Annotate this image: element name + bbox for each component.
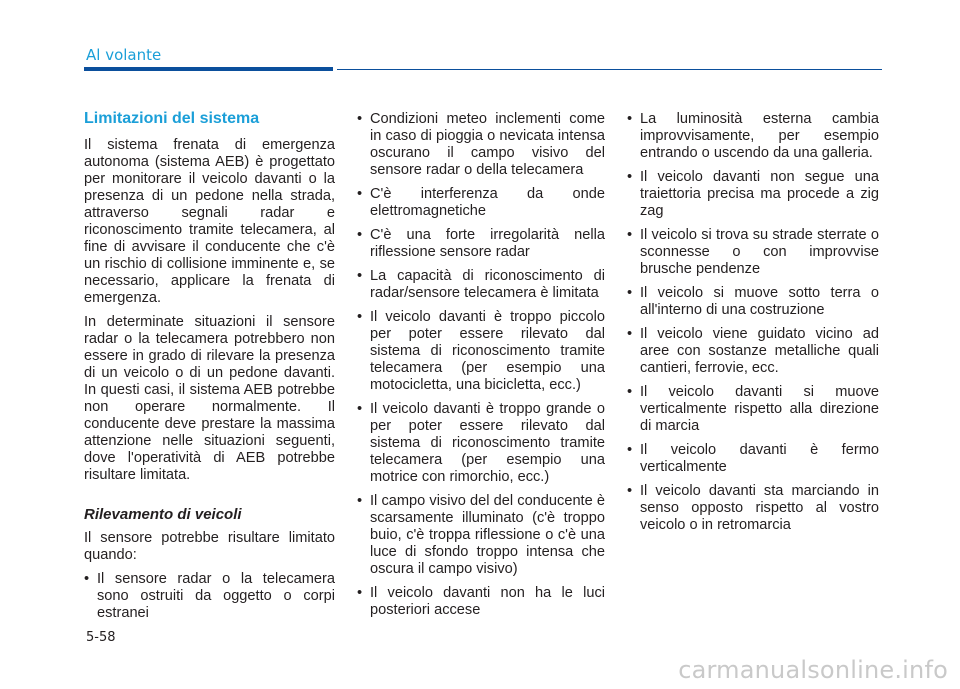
list-item: • Il campo visivo del del conducente è scarsamente illuminato (c'è troppo buio, c'è troppa riflessione o c'è una luce di sfondo troppo intensa che oscura il campo visivo) [357, 493, 605, 578]
column-left [84, 110, 335, 629]
list-item: • Il veicolo davanti è fermo verticalmente [627, 442, 879, 476]
list-item: • Il veicolo davanti è troppo piccolo per poter essere rilevato dal sistema di riconoscimento tramite telecamera (per esempio una motocicletta, una bicicletta, ecc.) [357, 309, 605, 394]
subsection-heading: Rilevamento di veicoli [84, 506, 242, 523]
list-item: • Il veicolo viene guidato vicino ad aree con sostanze metalliche quali cantieri, ferrovie, ecc. [627, 326, 879, 377]
header-rule-thick [84, 67, 333, 71]
list-item: • Il veicolo davanti sta marciando in senso opposto rispetto al vostro veicolo o in retromarcia [627, 483, 879, 534]
header-rule-thin [337, 69, 882, 71]
column-right [627, 111, 879, 541]
section-heading: Limitazioni del sistema [84, 110, 260, 127]
list-item: • Il veicolo davanti si muove verticalmente rispetto alla direzione di marcia [627, 384, 879, 435]
list-item: • C'è una forte irregolarità nella riflessione sensore radar [357, 227, 605, 261]
bullet-list-left [84, 571, 335, 622]
list-item: • Il sensore radar o la telecamera sono ostruiti da oggetto o corpi estranei [84, 571, 335, 622]
list-item: • Il veicolo davanti è troppo grande o per poter essere rilevato dal sistema di riconoscimento tramite telecamera (per esempio una motrice con rimorchio, ecc.) [357, 401, 605, 486]
list-item: • La capacità di riconoscimento di radar/sensore telecamera è limitata [357, 268, 605, 302]
list-item: • Il veicolo si muove sotto terra o all'interno di una costruzione [627, 285, 879, 319]
list-item: • Il veicolo si trova su strade sterrate o sconnesse o con improvvise brusche pendenze [627, 227, 879, 278]
list-item: • Condizioni meteo inclementi come in caso di pioggia o nevicata intensa oscurano il campo visivo del sensore radar o della telecamera [357, 111, 605, 179]
paragraph-sensor-limited: Il sensore potrebbe risultare limitato quando: [84, 530, 335, 563]
watermark: carmanualsonline.info [678, 656, 948, 684]
bullet-list-right [627, 111, 879, 534]
paragraph-intro: Il sistema frenata di emergenza autonoma (sistema AEB) è progettato per monitorare il veicolo davanti o la presenza di un pedone nella strada, attraverso segnali radar e riconoscimento tramite telecamera, al fine di avvisare il conducente che c'è un rischio di collisione imminente e, se necessario, applicare la frenata di emergenza. [84, 137, 335, 306]
section-title: Al volante [86, 46, 162, 64]
paragraph-limitations: In determinate situazioni il sensore radar o la telecamera potrebbero non essere in grado di rilevare la presenza di un veicolo o di un pedone davanti. In questi casi, il sistema AEB potrebbe non operare normalmente. Il conducente deve prestare la massima attenzione nelle situazioni seguenti, dove l'operatività di AEB potrebbe risultare limitata. [84, 314, 335, 483]
page-number: 5-58 [86, 630, 116, 645]
bullet-list-middle [357, 111, 605, 619]
column-middle [357, 111, 605, 626]
list-item: • Il veicolo davanti non ha le luci posteriori accese [357, 585, 605, 619]
list-item: • C'è interferenza da onde elettromagnetiche [357, 186, 605, 220]
list-item: • La luminosità esterna cambia improvvisamente, per esempio entrando o uscendo da una galleria. [627, 111, 879, 162]
list-item: • Il veicolo davanti non segue una traiettoria precisa ma procede a zig zag [627, 169, 879, 220]
